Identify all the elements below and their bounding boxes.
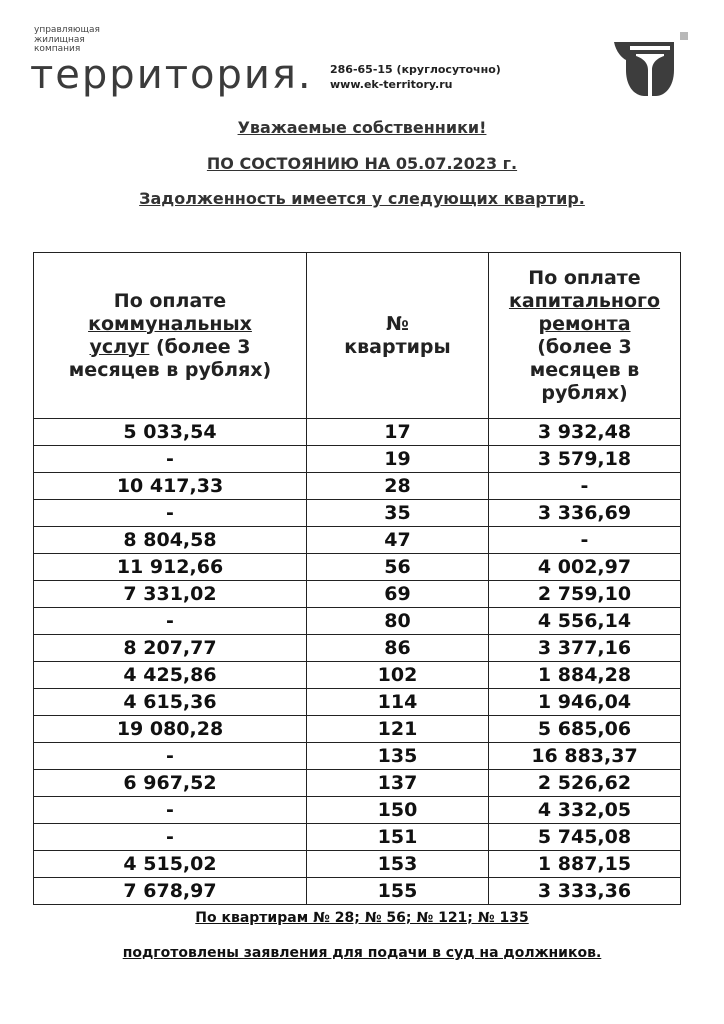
- repair-cell: 16 883,37: [489, 743, 681, 770]
- utilities-cell: 19 080,28: [34, 716, 307, 743]
- utilities-cell: 4 425,86: [34, 662, 307, 689]
- utilities-cell: -: [34, 824, 307, 851]
- repair-cell: 1 887,15: [489, 851, 681, 878]
- tagline-line: управляющая: [34, 25, 100, 35]
- table-row: [34, 797, 681, 824]
- table-row: [34, 743, 681, 770]
- table-row: [34, 689, 681, 716]
- utilities-cell: -: [34, 608, 307, 635]
- repair-cell: 1 946,04: [489, 689, 681, 716]
- apartment-cell: 28: [307, 473, 489, 500]
- utilities-cell: 4 615,36: [34, 689, 307, 716]
- utilities-cell: 7 331,02: [34, 581, 307, 608]
- utilities-cell: -: [34, 500, 307, 527]
- apartment-cell: 86: [307, 635, 489, 662]
- table-row: [34, 608, 681, 635]
- table-row: [34, 770, 681, 797]
- table-row: [34, 554, 681, 581]
- repair-cell: 4 002,97: [489, 554, 681, 581]
- apartment-cell: 17: [307, 419, 489, 446]
- utilities-cell: 8 207,77: [34, 635, 307, 662]
- repair-cell: 1 884,28: [489, 662, 681, 689]
- utilities-cell: 5 033,54: [34, 419, 307, 446]
- repair-cell: 3 336,69: [489, 500, 681, 527]
- table-row: [34, 716, 681, 743]
- table-row: [34, 527, 681, 554]
- apartment-cell: 153: [307, 851, 489, 878]
- repair-cell: 3 579,18: [489, 446, 681, 473]
- table-row: [34, 419, 681, 446]
- repair-cell: -: [489, 527, 681, 554]
- apartment-cell: 121: [307, 716, 489, 743]
- tagline-line: жилищная: [34, 34, 85, 45]
- repair-cell: 2 526,62: [489, 770, 681, 797]
- company-contacts: [330, 62, 501, 92]
- utilities-cell: 6 967,52: [34, 770, 307, 797]
- company-phone: 286-65-15 (круглосуточно): [330, 63, 501, 76]
- repair-cell: 3 932,48: [489, 419, 681, 446]
- company-tagline: [34, 26, 100, 55]
- repair-cell: 5 685,06: [489, 716, 681, 743]
- utilities-cell: 8 804,58: [34, 527, 307, 554]
- table-row: [34, 635, 681, 662]
- table-row: [34, 851, 681, 878]
- apartment-cell: 135: [307, 743, 489, 770]
- repair-cell: 4 332,05: [489, 797, 681, 824]
- table-row: [34, 500, 681, 527]
- repair-column-header: По оплате капитального ремонта (более 3 месяцев в рублях): [489, 253, 681, 419]
- apartment-cell: 69: [307, 581, 489, 608]
- apartment-cell: 150: [307, 797, 489, 824]
- repair-cell: 4 556,14: [489, 608, 681, 635]
- repair-cell: 5 745,08: [489, 824, 681, 851]
- repair-cell: 3 333,36: [489, 878, 681, 905]
- utilities-cell: 10 417,33: [34, 473, 307, 500]
- apartment-column-header: № квартиры: [307, 253, 489, 419]
- repair-cell: 3 377,16: [489, 635, 681, 662]
- apartment-cell: 35: [307, 500, 489, 527]
- utilities-column-header: По оплате коммунальных услуг (более 3 месяцев в рублях): [34, 253, 307, 419]
- table-row: [34, 824, 681, 851]
- apartment-cell: 56: [307, 554, 489, 581]
- apartment-cell: 155: [307, 878, 489, 905]
- table-row: [34, 581, 681, 608]
- apartment-cell: 114: [307, 689, 489, 716]
- notice-intro: Задолженность имеется у следующих квартир.: [139, 189, 585, 208]
- notice-date: ПО СОСТОЯНИЮ НА 05.07.2023 г.: [206, 154, 518, 173]
- apartment-cell: 19: [307, 446, 489, 473]
- notice-greeting: Уважаемые собственники!: [237, 118, 487, 137]
- repair-cell: -: [489, 473, 681, 500]
- company-website: www.ek-territory.ru: [330, 78, 453, 91]
- company-logo-icon: [612, 32, 688, 98]
- apartment-cell: 47: [307, 527, 489, 554]
- company-name: территория.: [30, 52, 313, 98]
- apartment-cell: 137: [307, 770, 489, 797]
- utilities-cell: -: [34, 743, 307, 770]
- apartment-cell: 102: [307, 662, 489, 689]
- utilities-cell: 11 912,66: [34, 554, 307, 581]
- table-row: [34, 878, 681, 905]
- apartment-cell: 80: [307, 608, 489, 635]
- apartment-cell: 151: [307, 824, 489, 851]
- table-row: [34, 446, 681, 473]
- utilities-cell: 7 678,97: [34, 878, 307, 905]
- utilities-cell: -: [34, 797, 307, 824]
- debt-table: [33, 252, 681, 905]
- repair-cell: 2 759,10: [489, 581, 681, 608]
- utilities-cell: 4 515,02: [34, 851, 307, 878]
- table-row: [34, 473, 681, 500]
- table-row: [34, 662, 681, 689]
- utilities-cell: -: [34, 446, 307, 473]
- table-header-row: [34, 253, 681, 419]
- footer-court-apartments: По квартирам № 28; № 56; № 121; № 135: [195, 910, 529, 926]
- tagline-line: компания: [34, 44, 81, 54]
- footer-court-notice: подготовлены заявления для подачи в суд на должников.: [122, 945, 602, 961]
